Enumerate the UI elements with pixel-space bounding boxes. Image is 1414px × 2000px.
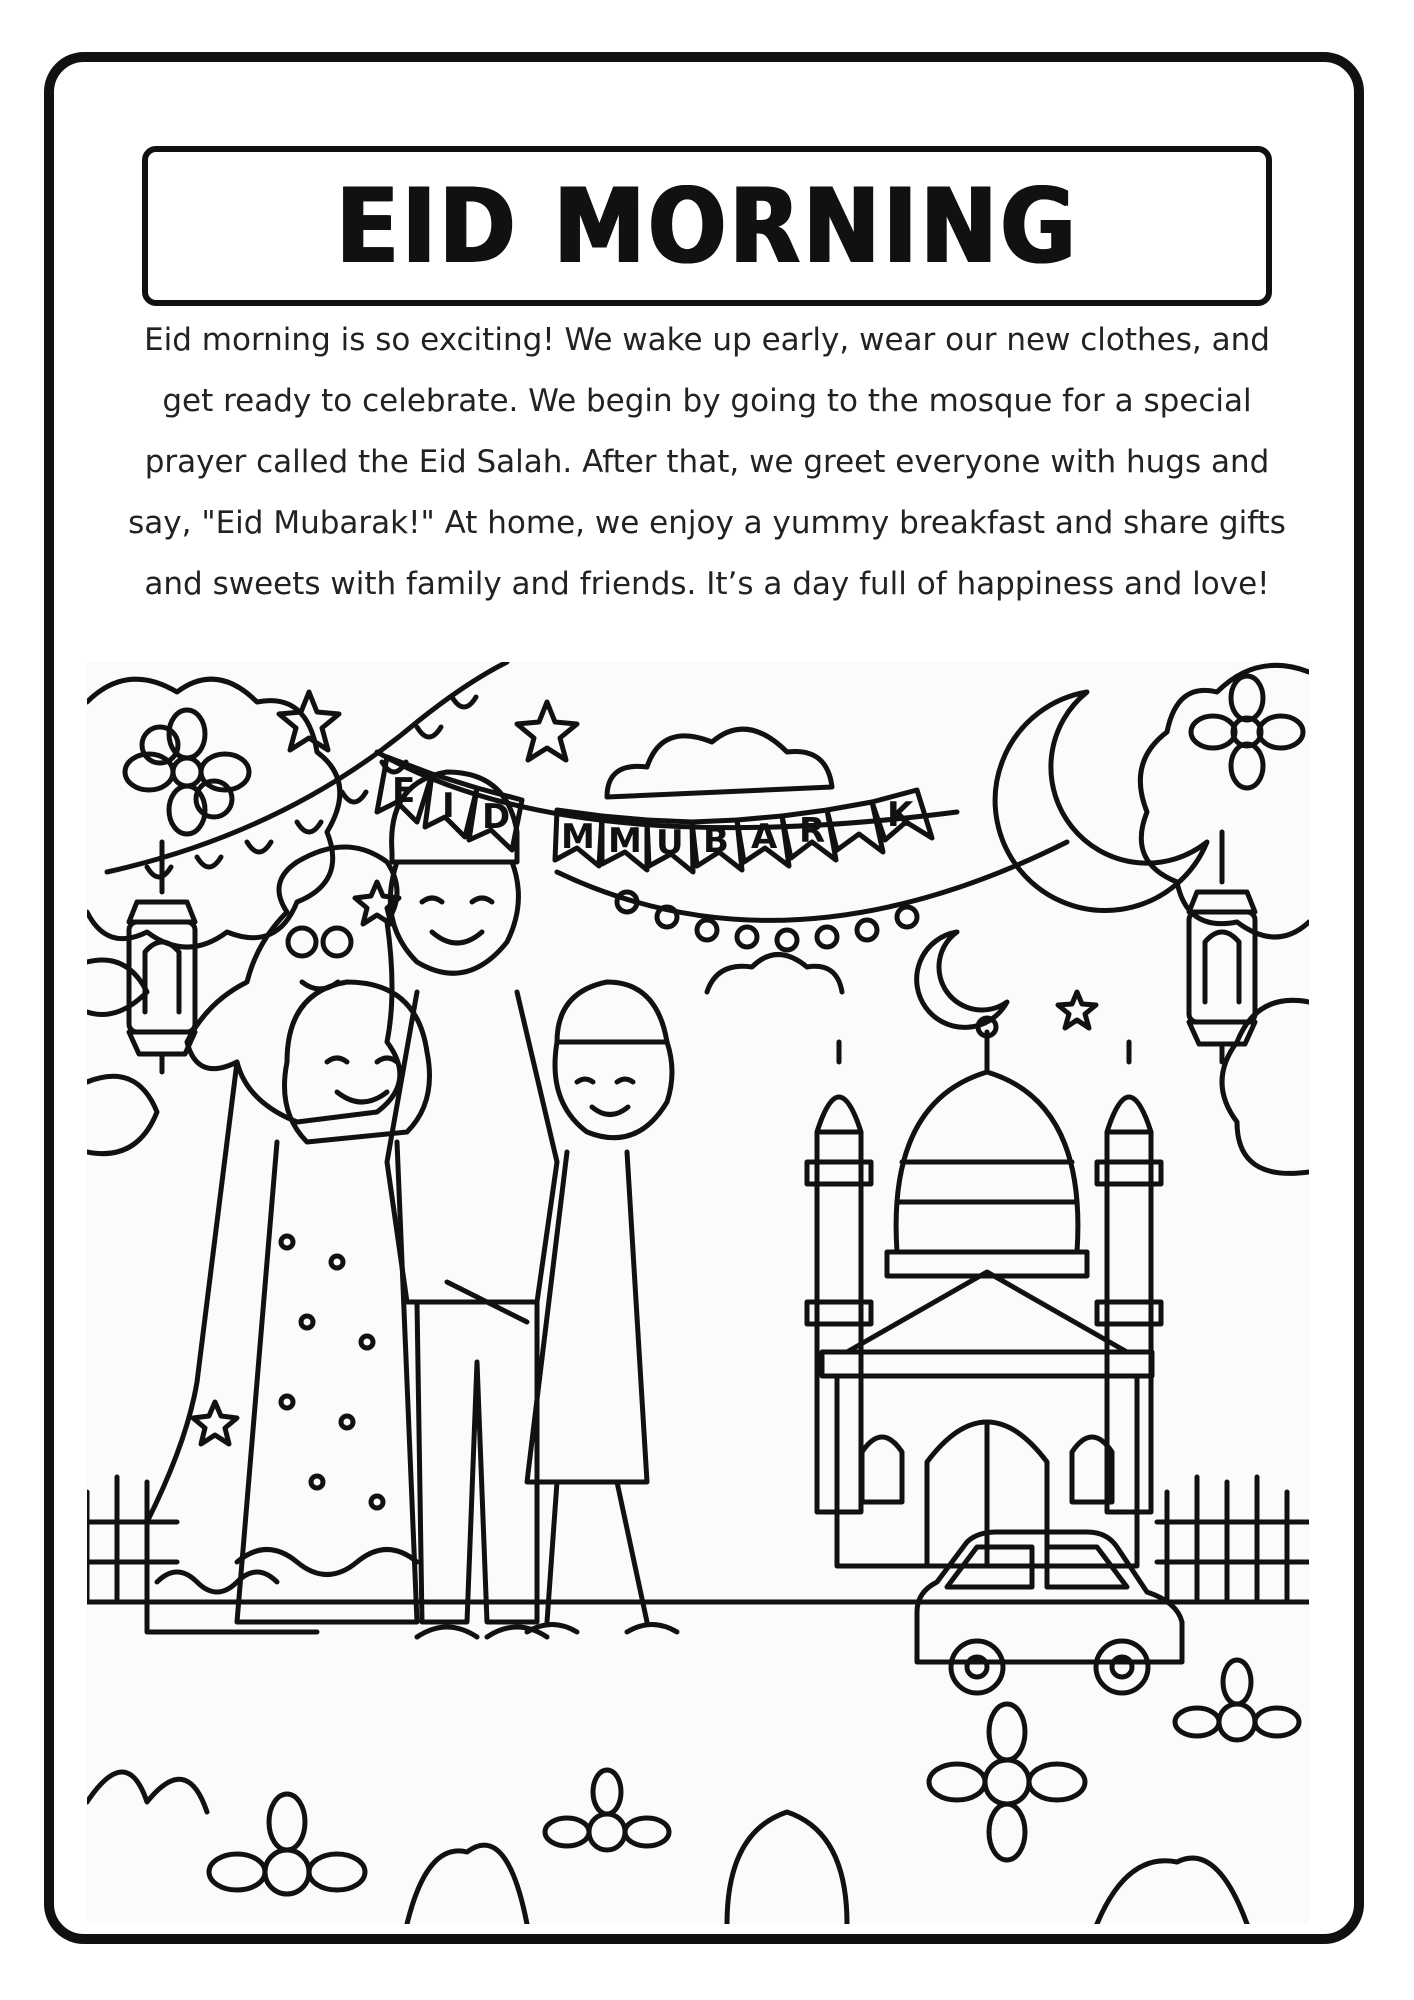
banner-letter: M	[561, 817, 595, 857]
crescent-moon-icon	[917, 932, 1007, 1027]
mosque	[807, 1018, 1161, 1566]
crescent-moon-icon	[995, 692, 1207, 910]
star-icon	[517, 702, 577, 760]
star-icon	[193, 1402, 237, 1444]
banner-letter: R	[799, 811, 826, 851]
banner-letter: B	[703, 821, 729, 861]
person-mother	[147, 847, 400, 1632]
coloring-illustration	[87, 662, 1309, 1924]
bunting-string-main	[377, 752, 957, 828]
banner-letter: U	[656, 823, 684, 863]
lantern-icon	[129, 842, 195, 1072]
cloud-icon	[607, 729, 832, 797]
car	[917, 1532, 1182, 1693]
banner-letter: D	[482, 797, 511, 837]
banner-letter: E	[392, 771, 416, 811]
tree-right-foliage	[1140, 665, 1309, 1173]
intro-paragraph: Eid morning is so exciting! We wake up early, wear our new clothes, and get ready to celebrate. We begin by going to the mosque for a special prayer called the Eid Salah. After that, we greet everyone with hugs and say, "Eid Mubarak!" At home, we enjoy a yummy breakfast and share gifts and sweets with family and friends. It’s a day full of happiness and love!	[128, 322, 1286, 602]
banner-letter: M	[608, 821, 642, 861]
star-icon	[1058, 992, 1096, 1028]
ground-flowers	[87, 1660, 1299, 1924]
title-box	[142, 146, 1272, 306]
banner-letter: K	[887, 795, 914, 835]
banner-letter: A	[751, 817, 778, 857]
banner-letter: I	[442, 786, 455, 826]
page-title: EID MORNING	[335, 166, 1079, 286]
cloud-icon	[707, 955, 842, 993]
tree-left-foliage	[87, 679, 340, 1154]
flower-icon	[125, 710, 249, 834]
